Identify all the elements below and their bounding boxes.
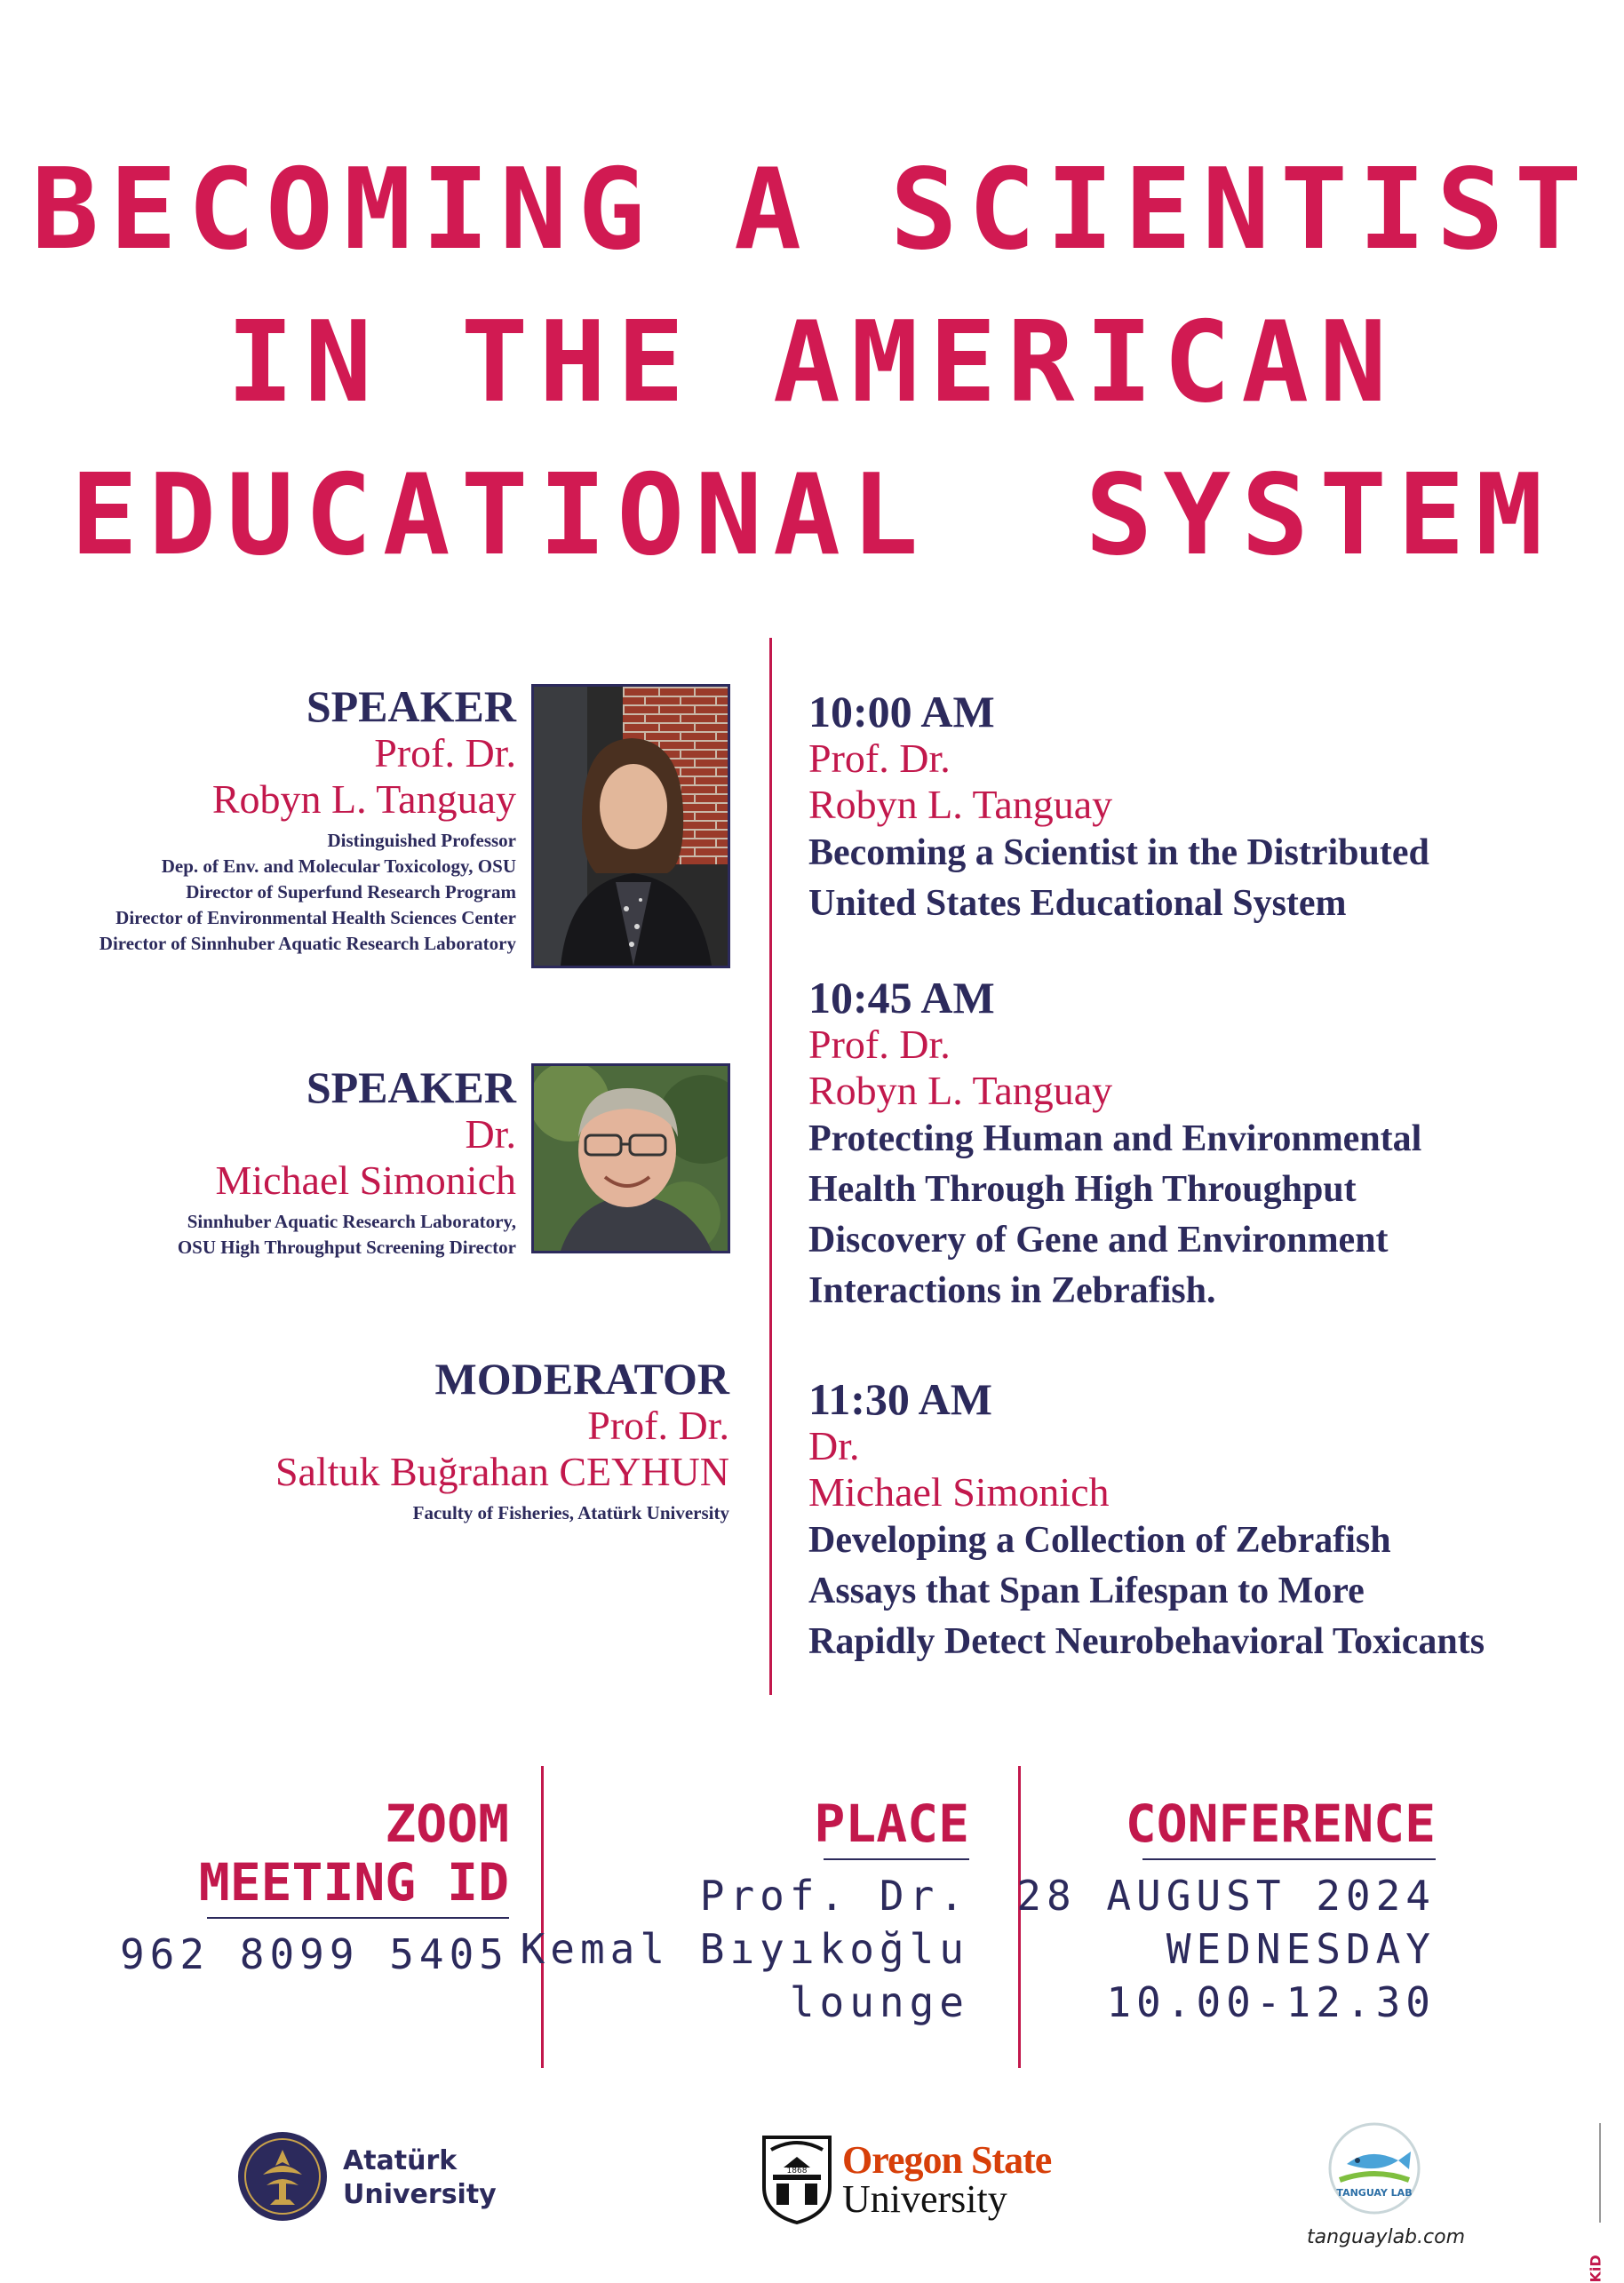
title-line-2: IN THE AMERICAN	[227, 297, 1397, 427]
kid-mark	[1587, 2123, 1606, 2283]
tanguay-badge-text: TANGUAY LAB	[1336, 2187, 1413, 2199]
speaker-1-affiliation: Director of Sinnhuber Aquatic Research Laboratory	[99, 933, 516, 954]
speaker-1-affiliation: Distinguished Professor	[327, 830, 516, 851]
moderator-name: Saltuk Buğrahan CEYHUN	[275, 1449, 729, 1494]
moderator-role: MODERATOR	[434, 1354, 729, 1404]
speaker-2-title: Dr.	[465, 1111, 516, 1157]
schedule-talk-line: Becoming a Scientist in the Distributed	[808, 832, 1429, 873]
schedule-speaker-name: Robyn L. Tanguay	[808, 782, 1113, 827]
oregon-state-university-logo	[760, 2132, 1080, 2230]
moderator-affiliation: Faculty of Fisheries, Atatürk University	[412, 1502, 729, 1523]
tanguay-lab-badge-icon	[1327, 2121, 1421, 2215]
ataturk-logo-text-1: Atatürk	[343, 2145, 458, 2176]
speaker-2-portrait-image	[534, 1066, 728, 1251]
zoom-heading: ZOOM	[385, 1794, 509, 1854]
place-rule	[824, 1858, 969, 1860]
schedule-item-3	[808, 1375, 1485, 1667]
schedule-speaker-title: Prof. Dr.	[808, 736, 951, 781]
speaker-2-affiliation: OSU High Throughput Screening Director	[177, 1237, 516, 1258]
speaker-1-photo	[531, 684, 730, 968]
kid-mark-text: KiD	[1587, 2255, 1604, 2283]
place-line: Kemal Bıyıkoğlu	[520, 1925, 969, 1973]
speaker-1-title: Prof. Dr.	[374, 730, 516, 776]
tanguay-lab-logo	[1279, 2121, 1493, 2255]
schedule-talk-line: Interactions in Zebrafish.	[808, 1270, 1216, 1311]
tanguay-lab-url: tanguaylab.com	[1307, 2226, 1465, 2248]
page-title	[0, 133, 1624, 592]
schedule-talk-line: Health Through High Throughput	[808, 1169, 1357, 1210]
schedule-talk-line: Rapidly Detect Neurobehavioral Toxicants	[808, 1621, 1485, 1662]
ataturk-seal-icon	[236, 2130, 329, 2223]
speaker-2-affiliation: Sinnhuber Aquatic Research Laboratory,	[187, 1211, 516, 1232]
speaker-2-name: Michael Simonich	[215, 1157, 516, 1203]
speaker-1-portrait-image	[534, 687, 728, 966]
conference-hours: 10.00-12.30	[1106, 1978, 1436, 2026]
speaker-1-role: SPEAKER	[306, 681, 516, 731]
speaker-2-block	[1, 1063, 516, 1261]
schedule-speaker-name: Robyn L. Tanguay	[808, 1068, 1113, 1113]
schedule-time: 10:00 AM	[808, 687, 995, 736]
kid-mark-rule	[1599, 2123, 1601, 2223]
conference-heading: CONFERENCE	[1125, 1794, 1436, 1854]
osu-shield-icon	[760, 2132, 833, 2224]
speaker-2-role: SPEAKER	[306, 1062, 516, 1112]
place-line: Prof. Dr.	[699, 1872, 969, 1920]
schedule-talk-line: Developing a Collection of Zebrafish	[808, 1520, 1391, 1561]
zoom-rule	[207, 1917, 509, 1919]
schedule-speaker-title: Prof. Dr.	[808, 1022, 951, 1067]
speaker-1-affiliation: Director of Superfund Research Program	[186, 881, 516, 903]
title-line-1: BECOMING A SCIENTIST	[31, 144, 1593, 274]
conference-date: 28 AUGUST 2024	[1016, 1872, 1436, 1920]
schedule-item-1	[808, 688, 1429, 929]
ataturk-university-logo	[236, 2130, 521, 2228]
schedule-talk-line: United States Educational System	[808, 883, 1347, 924]
speaker-1-affiliation: Director of Environmental Health Sciences Center	[115, 907, 516, 928]
speaker-1-block	[1, 682, 516, 957]
schedule-time: 10:45 AM	[808, 973, 995, 1022]
schedule-speaker-name: Michael Simonich	[808, 1469, 1110, 1515]
conference-rule	[1142, 1858, 1436, 1860]
schedule-speaker-title: Dr.	[808, 1423, 860, 1468]
schedule-talk-line: Protecting Human and Environmental	[808, 1118, 1422, 1159]
center-divider	[769, 638, 772, 1695]
schedule-time: 11:30 AM	[808, 1374, 992, 1424]
conference-info	[991, 1794, 1436, 2029]
speaker-1-affiliation: Dep. of Env. and Molecular Toxicology, OSU	[161, 855, 516, 877]
schedule-item-2	[808, 974, 1421, 1317]
schedule-talk-line: Assays that Span Lifespan to More	[808, 1571, 1365, 1611]
place-heading: PLACE	[814, 1794, 969, 1854]
speaker-1-name: Robyn L. Tanguay	[211, 776, 516, 822]
zoom-info	[12, 1794, 509, 1981]
place-line: lounge	[789, 1978, 969, 2026]
place-info	[507, 1794, 969, 2029]
zoom-meeting-id: 962 8099 5405	[119, 1930, 509, 1978]
moderator-block	[36, 1355, 729, 1526]
osu-logo-text-1: Oregon State	[842, 2138, 1052, 2182]
schedule-talk-line: Discovery of Gene and Environment	[808, 1220, 1389, 1261]
osu-year: 1868	[786, 2167, 808, 2176]
zoom-heading-2: MEETING ID	[198, 1852, 509, 1913]
osu-logo-text-2: University	[842, 2177, 1007, 2221]
speaker-2-photo	[531, 1063, 730, 1253]
ataturk-logo-text-2: University	[343, 2179, 497, 2210]
title-line-3: EDUCATIONAL SYSTEM	[70, 449, 1554, 580]
moderator-title: Prof. Dr.	[587, 1403, 729, 1448]
conference-day: WEDNESDAY	[1166, 1925, 1436, 1973]
